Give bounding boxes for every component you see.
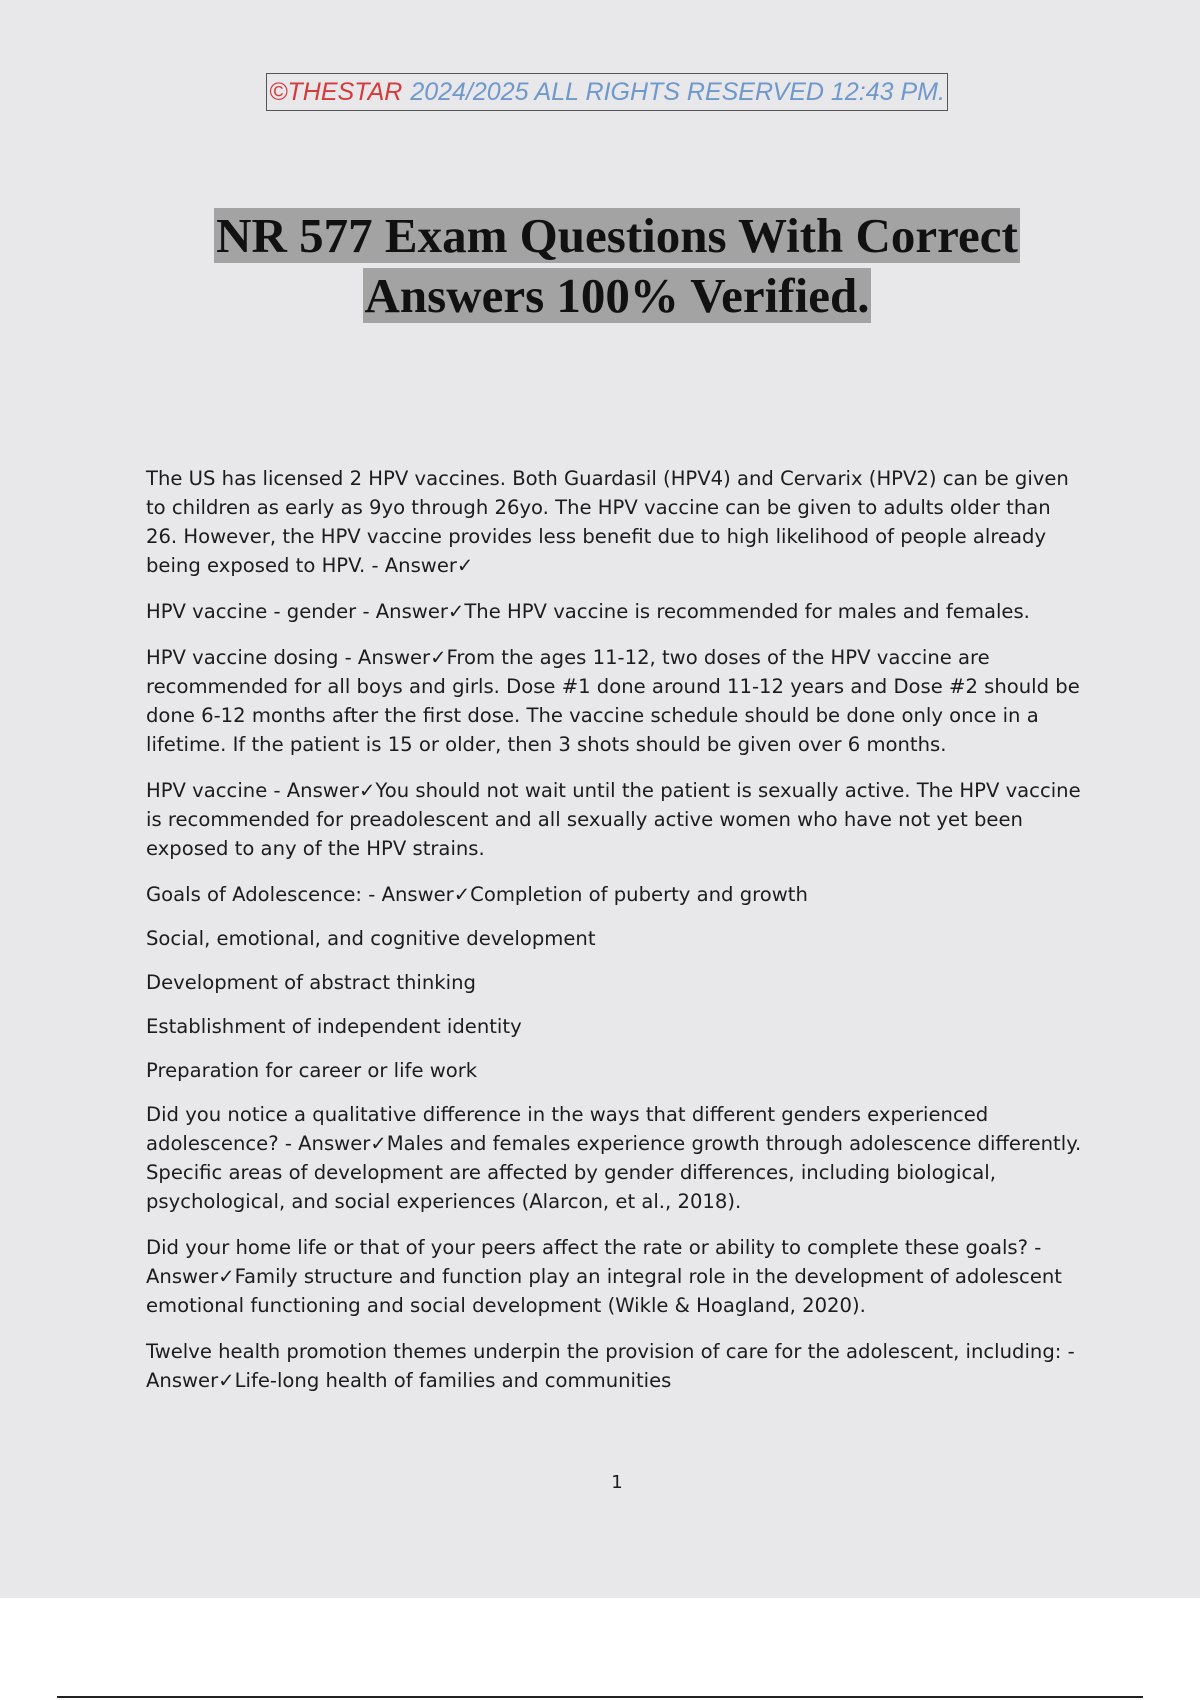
- paragraph-hpv-licensed: The US has licensed 2 HPV vaccines. Both Guardasil (HPV4) and Cervarix (HPV2) can be given to children as early as 9yo through 26yo. The HPV vaccine can be given to adults older than 26. However, the HPV vaccine provides less benefit due to high likelihood of people already being exposed to HPV. - Answer✓: [146, 467, 1069, 577]
- banner-rights-text: 2024/2025 ALL RIGHTS RESERVED 12:43 PM.: [410, 77, 945, 106]
- paragraph-goal-career: Preparation for career or life work: [146, 1059, 478, 1082]
- document-title: [0, 206, 1200, 326]
- title-line-2: Answers 100% Verified.: [364, 268, 870, 323]
- footer-divider: [57, 1696, 1143, 1698]
- paragraph-goal-social: Social, emotional, and cognitive development: [146, 927, 596, 950]
- paragraph-hpv-dosing: HPV vaccine dosing - Answer✓From the ages 11-12, two doses of the HPV vaccine are recommended for all boys and girls. Dose #1 done around 11-12 years and Dose #2 should be done 6-12 months after the first dose. The vaccine schedule should be done only once in a lifetime. If the patient is 15 or older, then 3 shots should be given over 6 months.: [146, 646, 1080, 756]
- paragraph-gender-difference: Did you notice a qualitative difference in the ways that different genders experienced adolescence? - Answer✓Males and females experience growth through adolescence differently. Specific areas of development are affected by gender differences, including biological, psychological, and social experiences (Alarcon, et al., 2018).: [146, 1103, 1082, 1213]
- paragraph-hpv-gender: HPV vaccine - gender - Answer✓The HPV vaccine is recommended for males and females.: [146, 600, 1030, 623]
- paragraph-hpv-timing: HPV vaccine - Answer✓You should not wait until the patient is sexually active. The HPV vaccine is recommended for preadolescent and all sexually active women who have not yet been exposed to any of the HPV strains.: [146, 779, 1081, 860]
- banner-brand: ©THESTAR: [269, 77, 403, 106]
- title-line-1: NR 577 Exam Questions With Correct: [216, 208, 1018, 263]
- paragraph-home-life: Did your home life or that of your peers affect the rate or ability to complete these goals? - Answer✓Family structure and function play an integral role in the development of adolescent emotional functioning and social development (Wikle & Hoagland, 2020).: [146, 1236, 1062, 1317]
- paragraph-health-themes: Twelve health promotion themes underpin the provision of care for the adolescent, including: - Answer✓Life-long health of families and communities: [146, 1340, 1075, 1392]
- paragraph-goal-abstract: Development of abstract thinking: [146, 971, 476, 994]
- page-number: 1: [611, 1472, 623, 1493]
- document-body: [146, 464, 1086, 1412]
- paragraph-goal-identity: Establishment of independent identity: [146, 1015, 522, 1038]
- paragraph-goals-adolescence: Goals of Adolescence: - Answer✓Completion of puberty and growth: [146, 883, 808, 906]
- copyright-banner: [266, 73, 948, 111]
